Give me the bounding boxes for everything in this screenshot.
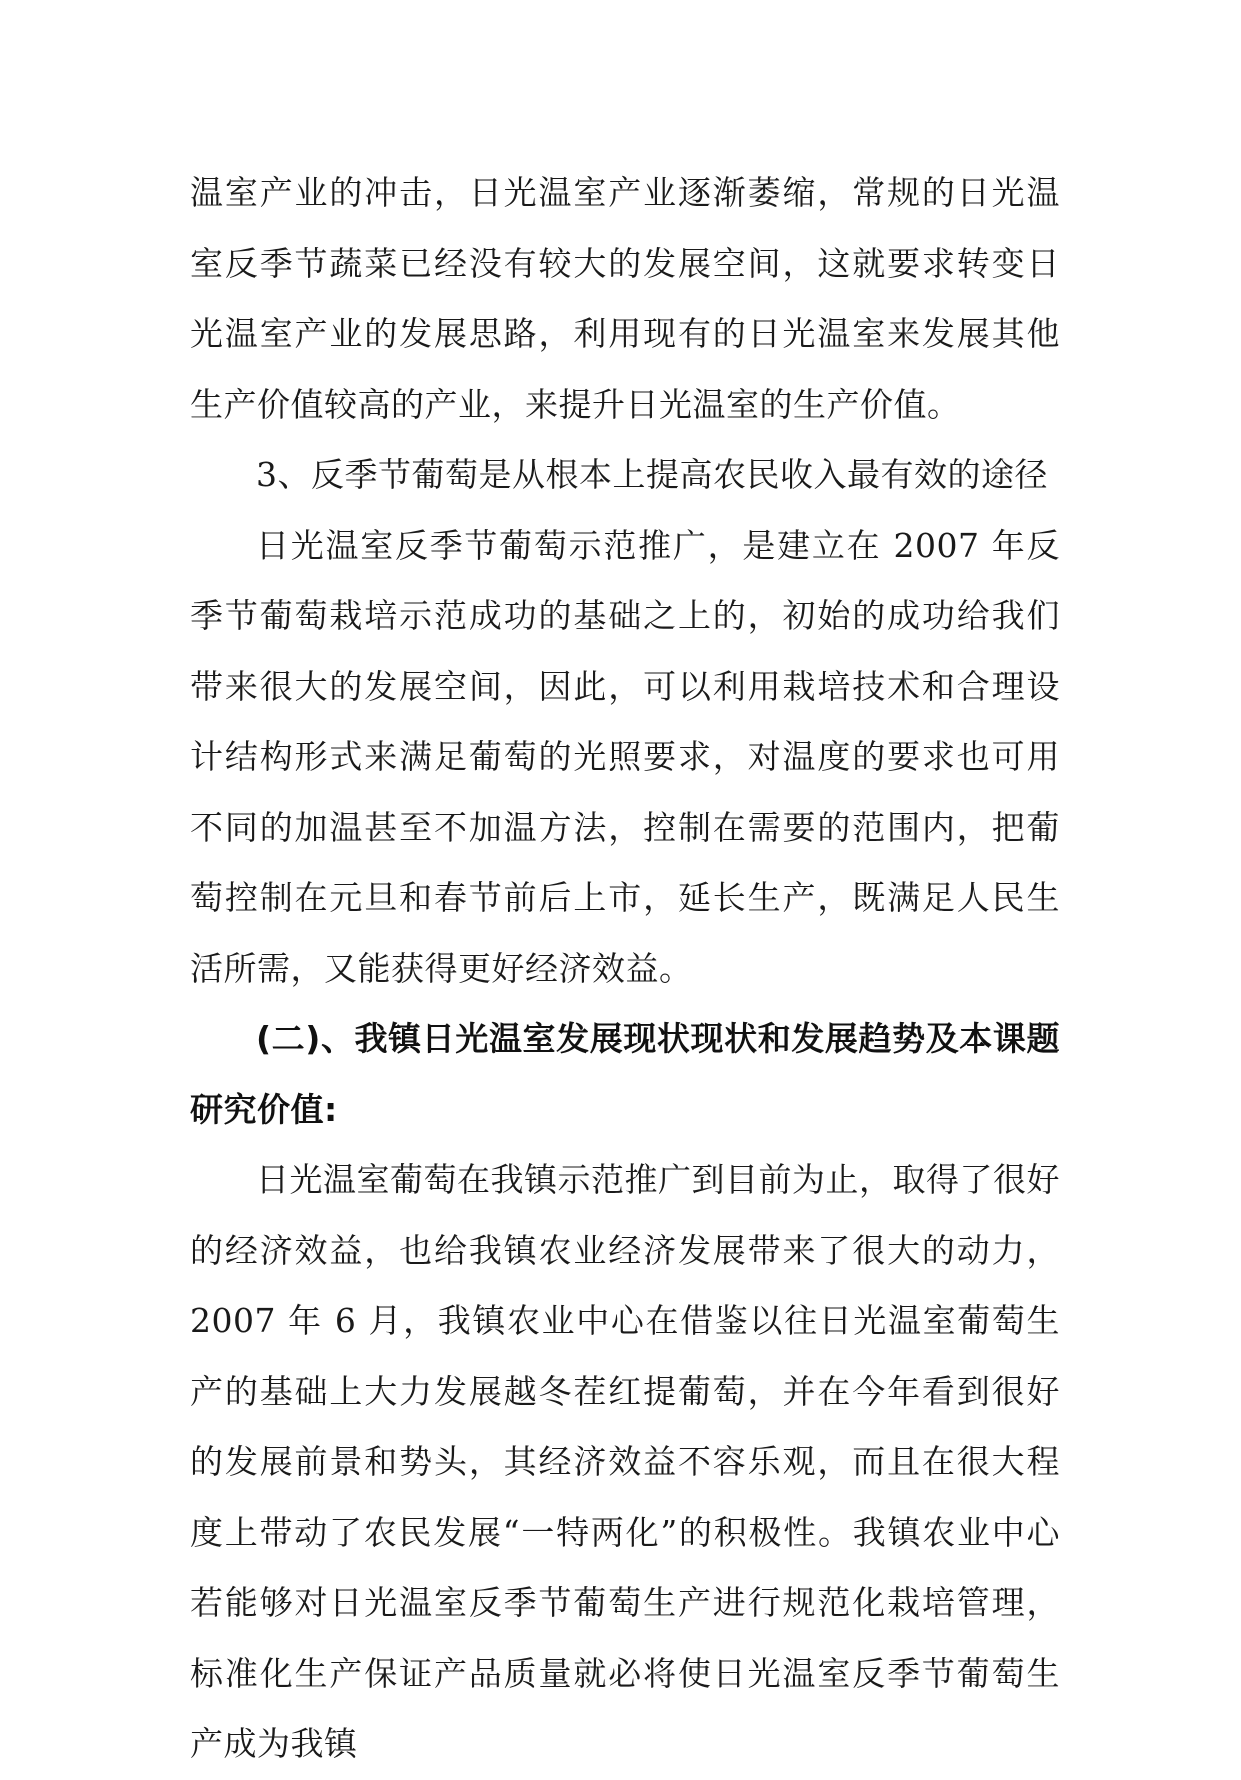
paragraph-greenhouse-decline: 温室产业的冲击，日光温室产业逐渐萎缩，常规的日光温室反季节蔬菜已经没有较大的发展空间，这就要求转变日光温室产业的发展思路，利用现有的日光温室来发展其他生产价值较高的产业，来提升日光温室的生产价值。 — [190, 173, 1060, 424]
paragraph-demonstration-promotion: 日光温室反季节葡萄示范推广，是建立在 2007 年反季节葡萄栽培示范成功的基础之上的，初始的成功给我们带来很大的发展空间，因此，可以利用栽培技术和合理设计结构形式来满足葡萄的光照要求，对温度的要求也可用不同的加温甚至不加温方法，控制在需要的范围内，把葡萄控制在元旦和春节前后上市，延长生产，既满足人民生活所需，又能获得更好经济效益。 — [190, 525, 1060, 988]
subheading-off-season-grapes: 3、反季节葡萄是从根本上提高农民收入最有效的途径 — [256, 455, 1048, 494]
section-heading-current-status: (二)、我镇日光温室发展现状现状和发展趋势及本课题研究价值: — [190, 1019, 1060, 1129]
document-body — [190, 158, 1060, 1780]
paragraph-town-development: 日光温室葡萄在我镇示范推广到目前为止，取得了很好的经济效益，也给我镇农业经济发展带来了很大的动力，2007 年 6 月，我镇农业中心在借鉴以往日光温室葡萄生产的基础上大力发展越冬茬红提葡萄，并在今年看到很好的发展前景和势头，其经济效益不容乐观，而且在很大程度上带动了农民发展“一特两化”的积极性。我镇农业中心若能够对日光温室反季节葡萄生产进行规范化栽培管理，标准化生产保证产品质量就必将使日光温室反季节葡萄生产成为我镇 — [190, 1160, 1060, 1763]
